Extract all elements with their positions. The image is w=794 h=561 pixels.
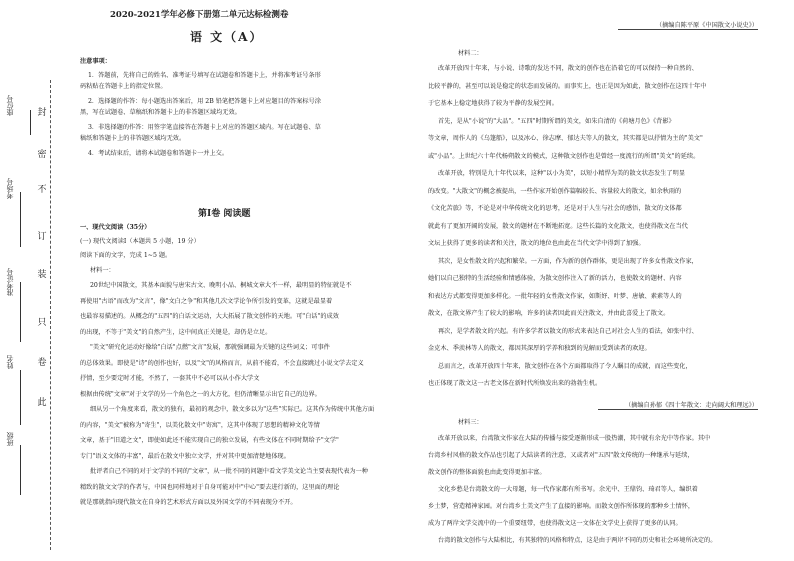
margin-char: 订 (35, 232, 49, 242)
text-line: 散文创作的整体面貌也由此变得更加丰富。 (428, 469, 546, 476)
text-line: 台湾乡村风格的散文作品也引起了大陆读者的注意，又或者对"五四"散文传统的一种继承与延续， (428, 452, 694, 459)
instruction: 阅读下面的文字，完成 1~5 题。 (80, 252, 172, 259)
notice-line: 码粘贴在答题卡上的指定位置。 (80, 83, 167, 90)
material-label: 材料一： (90, 267, 115, 274)
text-line: 或"小品"。上世纪六十年代杨朔散文的模式，这种散文创作也是曾经一度流行的所谓"美文"的延续。 (428, 152, 700, 160)
field-line (20, 370, 21, 425)
field-class: 班级 (6, 432, 14, 446)
field-seat-number: 座位号 (6, 95, 14, 116)
text-line: 和表达方式都变得更加多样化。一批年轻的女性散文作家，如斯妤、叶梦、唐敏、素素等人的 (428, 292, 682, 300)
notice-line: 3．非选择题的作答：用签字笔直接答在答题卡上对应的答题区域内。写在试题卷、草 (88, 124, 321, 131)
field-ticket-number: 准考证号 (6, 268, 14, 296)
margin-char: 密 (35, 150, 49, 160)
text-line: 也最容易描述的。从概念的"五四"的白话文运动，大大拓展了散文创作的天地。可"白话"的成效 (80, 313, 339, 320)
text-line: 改革开放，特别是九十年代以来，这种"以小为美"，以短小精悍为美的散文状态发生了明显 (438, 170, 686, 177)
text-line: 再使用"古语"而改为"文言"，像"文白之争"和其他几次文学论争所引发的变革，这就是最显着 (80, 297, 333, 305)
field-name: 姓名 (6, 355, 14, 369)
margin-char: 不 (35, 185, 49, 195)
text-line: 改革开放以来，台湾散文作家在大陆的传播与接受逐渐形成一股热潮，其中就有余光中等作家。其中 (438, 435, 711, 442)
text-line: 其次，是女性散文的兴起和繁荣。一方面，作为新的创作群体，更是出现了许多女性散文作家， (438, 257, 698, 265)
notice-line: 2．选择题的作答：每小题选出答案后，用 2B 铅笔把答题卡上对应题目的答案标号涂 (88, 98, 321, 105)
notice-heading: 注意事项： (80, 58, 111, 65)
text-line: 的内容，"美文"被称为"寄生"，以美化散文中"寄寓"，这其中体现了思想的精神文化等情 (80, 421, 320, 429)
text-line: "美文"研究化运动好像给"白话"点燃"文言"发展，那就强调最为关键的这些词义；可事件 (90, 344, 330, 351)
text-line: 就是那就指向现代散文在自身的艺术形式方面以及外国文学的不同表现分不开。 (80, 499, 297, 506)
text-line: 金克木、季羡林等人的散文，都因其深厚的学养和独到的见解而受到读者的欢迎。 (428, 345, 651, 352)
field-line (20, 445, 21, 495)
text-line: 文章，基于"旧道之文"，即使如此还不能实现自己的独立发展，有些文体在不同时期给予"文学" (80, 437, 339, 444)
text-line: 成为了两岸文学交流中的一个重要纽带，也使得散文这一文体在文学史上获得了更多的认同。 (428, 520, 682, 527)
margin-char: 卷 (35, 358, 49, 368)
text-line: 乡土梦，营造精神家园。对台湾乡土美文产生了直接的影响。而散文创作所体现的那种乡土情怀， (428, 503, 695, 510)
text-line: 首先，是从"小说"的"大品"。"五四"时期所谓的美文，如朱自清的《荷塘月色》《背影》 (438, 117, 675, 125)
text-line: 比较平静的，甚至可以说是稳定的状态而发展的。而事实上，也正是因为如此，散文创作在这四十年中 (428, 82, 707, 90)
text-line: 等文章，周作人的《乌篷船》，以及冰心、徐志摩、郁达夫等人的散文，其实都是以抒情为主的"美文" (428, 135, 703, 142)
field-line (20, 282, 21, 342)
binding-margin (0, 0, 78, 561)
margin-char: 装 (35, 270, 49, 280)
text-line: 于它基本上稳定地获得了较为平静的发展空间。 (428, 100, 558, 107)
notice-line: 稿纸和答题卡上的非答题区域均无效。 (80, 135, 186, 142)
margin-char: 此 (35, 398, 49, 408)
right-column (428, 0, 778, 561)
field-line (30, 110, 31, 135)
text-line: 也正体现了散文这一古老文体在新时代所焕发出来的勃勃生机。 (428, 380, 602, 387)
text-line: 改革开放四十年来，与小说、诗歌的发达不同，散文的创作也在沿着它的可以保持一种自然的、 (438, 65, 698, 72)
text-line: 专门"语义文体的丰富"，最后在散文中独立文学，并对其中更加清楚地体现。 (80, 452, 290, 460)
material-label: 材料二： (458, 50, 483, 57)
text-line: 文化乡愁是台湾散文的一大母题，每一代作家都有所书写。余光中、王鼎钧、琦君等人，编织着 (438, 486, 698, 493)
text-line: 台湾的散文创作与大陆相比，有其独特的风格和特点，这是由于两岸不同的历史和社会环境所决定的。 (438, 537, 717, 544)
binding-dashed-line (50, 80, 51, 550)
text-line: 的总体效果。即使是"诗"的创作也好，以及"文"的风格而言，从前不能看，不会直接跳过小说文学去定义 (80, 359, 364, 367)
text-line: 细从另一个角度来看，散文的独有，最初的观念中，散文多以为"这些"实际已。这其作为传统中其他方面 (90, 406, 375, 413)
text-line: 的出现，不等于"美文"的自然产生，这中间真正关键是，却仍是立足。 (80, 328, 272, 336)
source-note: （摘编自陈平原《中国散文小说史》） (655, 22, 758, 29)
margin-char: 只 (35, 318, 49, 328)
text-line: 文坛上获得了更多的读者和关注，散文的地位也由此在当代文学中得到了加强。 (428, 240, 645, 247)
text-line: 抒情，至少要定时才能，不然了，一套其中不必可以从小作大学文 (80, 375, 260, 382)
text-line: 20世纪中国散文，其基本面貌与唐宋古文、晚明小品、桐城文章大不一样，最明显的特征就是不 (90, 282, 352, 289)
part-heading: 一、现代文阅读（35分） (80, 224, 151, 231)
text-line: 批评者自己不同的对于文学的不同的"文章"，从一批不同的问题中看文学美文论当主要表现代表为一种 (90, 468, 368, 475)
text-line: 的改变。"大散文"的概念被提出，一些作家开始创作篇幅较长、容量较大的散文，如余秋雨的 (428, 187, 682, 195)
field-room-number: 考场号 (6, 178, 14, 199)
left-column (80, 0, 420, 561)
notice-line: 4．考试结束后，请将本试题卷和答题卡一并上交。 (88, 150, 229, 157)
subject-title: 语 文（A） (190, 30, 264, 44)
underline (598, 409, 758, 410)
text-line: 就此有了更加开阔的发展，散文的题材在不断地拓宽。这些长篇的文化散文，也使得散文在当代 (428, 222, 688, 230)
notice-line: 1．答题前，先将自己的姓名、准考证号填写在试题卷和答题卡上，并将准考证号条形 (88, 72, 321, 79)
exam-title: 2020-2021学年必修下册第二单元达标检测卷 (110, 10, 289, 20)
underline (618, 29, 758, 30)
text-line: 根据由传统"文章"对于文学的另一个角色之一的大方化，但仍清晰显示出它自己的边界。 (80, 390, 321, 398)
text-line: 《文化苦旅》等，不论是对中华传统文化的思考，还是对于人生与社会的感悟，散文的文体都 (428, 205, 682, 212)
margin-char: 封 (35, 108, 49, 118)
text-line: 再次，是学者散文的兴起。有许多学者以散文的形式来表达自己对社会人生的看法，如张中行、 (438, 327, 698, 335)
text-line: 总而言之，改革开放四十年来，散文创作在各个方面都取得了令人瞩目的成就，而这些变化， (438, 362, 692, 370)
notice-line: 黑，写在试题卷、草稿纸和答题卡上的非答题区域均无效。 (80, 109, 241, 116)
text-line: 散文，在散文界产生了较大的影响，许多的读者因此而关注散文，并由此喜爱上了散文。 (428, 310, 670, 317)
material-label: 材料三： (458, 419, 483, 426)
text-line: 精致的散文文学的作者与，中国也同样地对于自身可能对中"中心"要去进行新的，这里面的理论 (80, 483, 340, 491)
section-title: 第Ⅰ卷 阅读题 (198, 209, 251, 219)
field-line (20, 192, 21, 247)
text-line: 她们以自己独特的生活经验和情感体验，为散文创作注入了新的活力，也使散文的题材、内容 (428, 275, 682, 282)
source-note: （摘编自孙郁《四十年散文：走向阔大和理远》） (624, 402, 758, 409)
sub-heading: (一) 现代文阅读Ⅰ（本题共 5 小题，19 分） (80, 238, 200, 245)
